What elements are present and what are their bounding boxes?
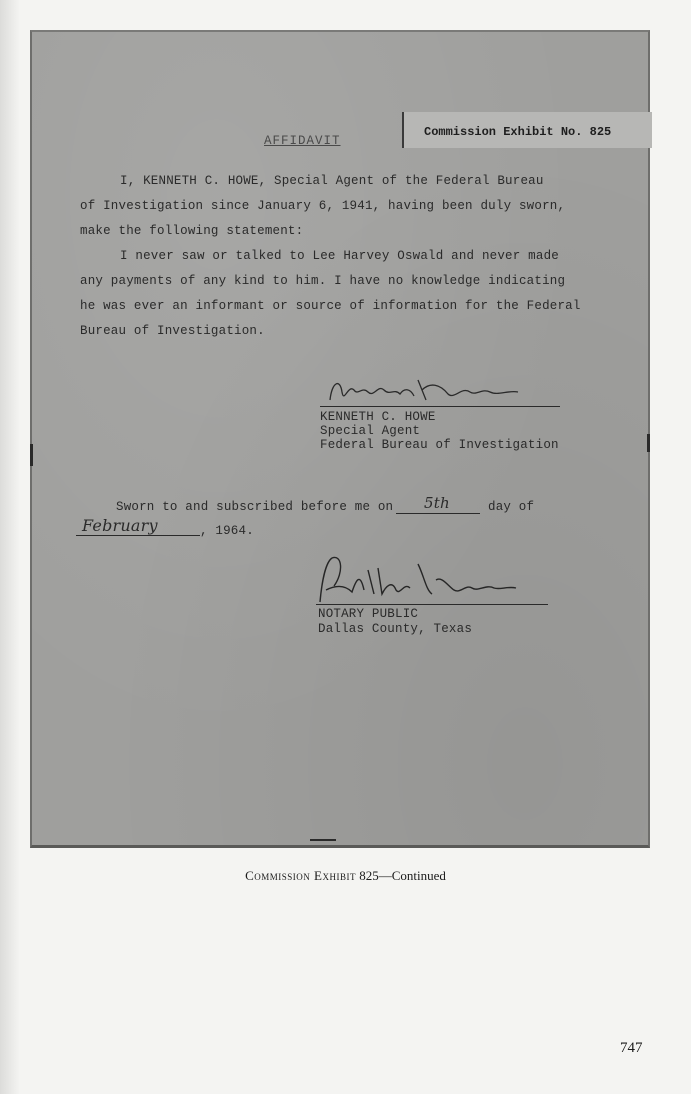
body-line-2: of Investigation since January 6, 1941, having been duly sworn,: [80, 199, 566, 213]
agent-signature: [322, 370, 562, 410]
page-edge-shadow: [0, 0, 20, 1094]
figure-caption: [0, 868, 691, 884]
agent-name: KENNETH C. HOWE: [320, 410, 436, 424]
caption-small-caps: Commission Exhibit: [245, 868, 356, 883]
body-line-6: he was ever an informant or source of information for the Federal: [80, 299, 581, 313]
document-title: AFFIDAVIT: [264, 134, 341, 148]
affidavit-photo: [30, 30, 650, 848]
body-line-1: I, KENNETH C. HOWE, Special Agent of the Federal Bureau: [120, 174, 544, 188]
edge-mark-bottom: [310, 839, 336, 841]
page-number: 747: [620, 1040, 643, 1056]
month-blank-line: [76, 535, 200, 536]
notary-county: Dallas County, Texas: [318, 622, 473, 636]
exhibit-label: [402, 112, 652, 148]
sworn-year: , 1964.: [200, 524, 254, 538]
day-blank-line: [396, 513, 480, 514]
sworn-day: 5th: [424, 494, 450, 512]
caption-rest: 825—Continued: [355, 868, 446, 883]
notary-title: NOTARY PUBLIC: [318, 607, 419, 621]
agent-title: Special Agent: [320, 424, 421, 438]
body-line-5: any payments of any kind to him. I have no knowledge indicating: [80, 274, 566, 288]
body-line-7: Bureau of Investigation.: [80, 324, 265, 338]
body-line-4: I never saw or talked to Lee Harvey Oswald and never made: [120, 249, 559, 263]
agent-signature-line: [320, 406, 560, 407]
sworn-suffix: day of: [488, 500, 535, 514]
sworn-month: February: [82, 516, 158, 535]
notary-signature: [308, 550, 548, 608]
sworn-prefix: Sworn to and subscribed before me on: [116, 500, 394, 514]
agent-org: Federal Bureau of Investigation: [320, 438, 559, 452]
exhibit-label-text: Commission Exhibit No. 825: [424, 125, 612, 139]
notary-signature-line: [316, 604, 548, 605]
edge-mark-right: [647, 434, 650, 452]
body-line-3: make the following statement:: [80, 224, 304, 238]
edge-mark-left: [30, 444, 33, 466]
